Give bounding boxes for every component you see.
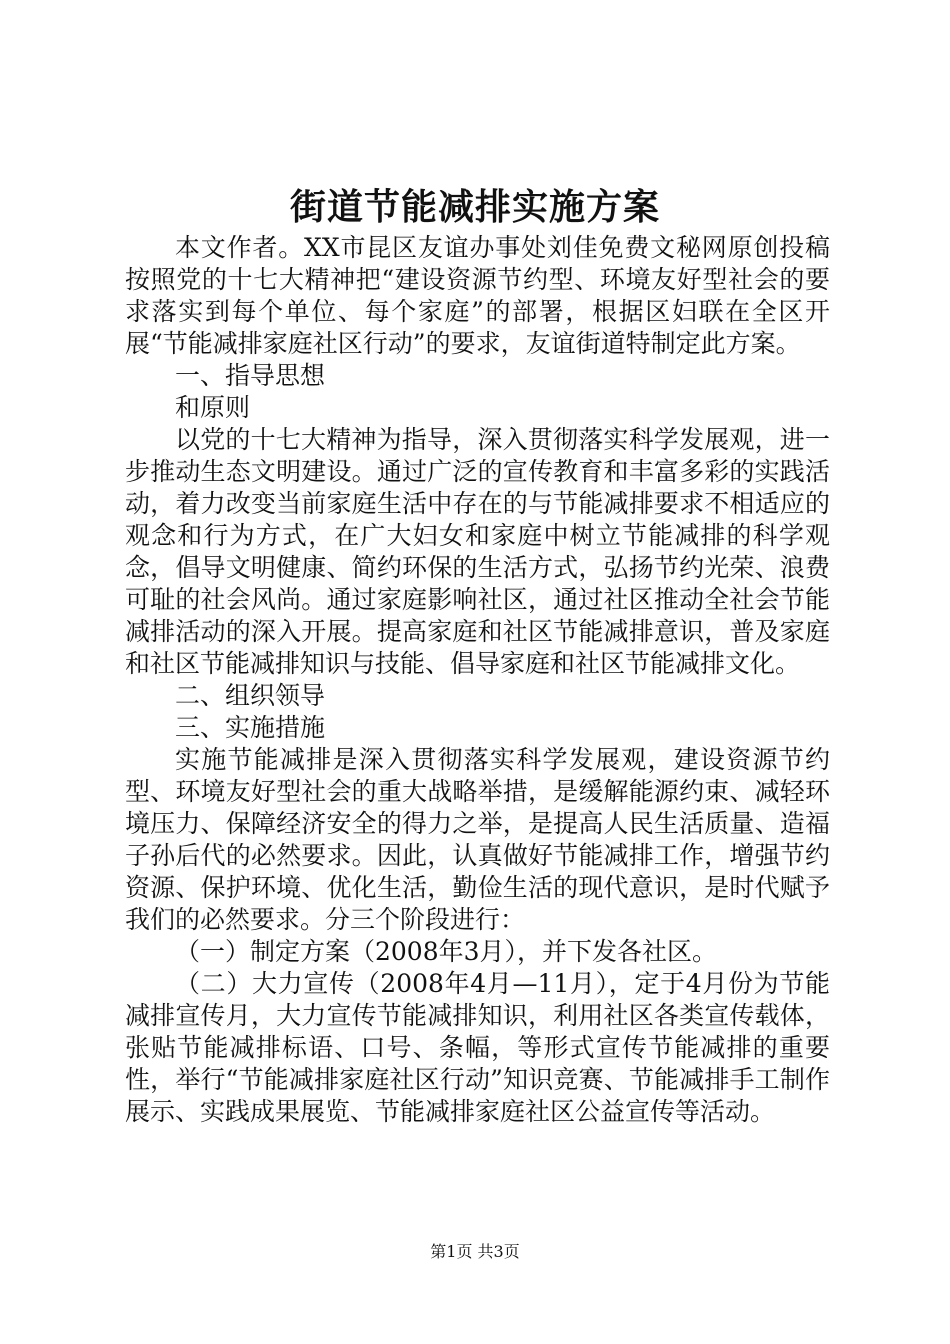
section-heading-principles: 和原则 [175,393,251,422]
paragraph-phase-1: （一）制定方案（2008年3月），并下发各社区。 [175,937,718,966]
section-heading-organization: 二、组织领导 [175,681,326,710]
paragraph-measures: 实施节能减排是深入贯彻落实科学发展观，建设资源节约型、环境友好型社会的重大战略举措，是缓解能源约束、减轻环境压力、保障经济安全的得力之举，是提高人民生活质量、造福子孙后代的必然要求。因此，认真做好节能减排工作，增强节约资源、保护环境、优化生活，勤俭生活的现代意识，是时代赋予我们的必然要求。分三个阶段进行： [125,745,830,934]
document-title: 街道节能减排实施方案 [289,186,660,228]
paragraph-guiding-ideology: 以党的十七大精神为指导，深入贯彻落实科学发展观，进一步推动生态文明建设。通过广泛的宣传教育和丰富多彩的实践活动，着力改变当前家庭生活中存在的与节能减排要求不相适应的观念和行为方式，在广大妇女和家庭中树立节能减排的科学观念，倡导文明健康、简约环保的生活方式，弘扬节约光荣、浪费可耻的社会风尚。通过家庭影响社区，通过社区推动全社会节能减排活动的深入开展。提高家庭和社区节能减排意识，普及家庭和社区节能减排知识与技能、倡导家庭和社区节能减排文化。 [125,425,830,678]
section-heading-guiding-ideology: 一、指导思想 [175,361,326,390]
document-body [125,232,830,1128]
paragraph-phase-2: （二）大力宣传（2008年4月—11月），定于4月份为节能减排宣传月，大力宣传节能减排知识，利用社区各类宣传载体，张贴节能减排标语、口号、条幅，等形式宣传节能减排的重要性，举行“节能减排家庭社区行动”知识竞赛、节能减排手工制作展示、实践成果展览、节能减排家庭社区公益宣传等活动。 [125,969,830,1126]
section-heading-measures: 三、实施措施 [175,713,326,742]
paragraph-intro: 本文作者。XX市昆区友谊办事处刘佳免费文秘网原创投稿按照党的十七大精神把“建设资源节约型、环境友好型社会的要求落实到每个单位、每个家庭”的部署，根据区妇联在全区开展“节能减排家庭社区行动”的要求，友谊街道特制定此方案。 [125,233,830,358]
page-footer: 第1页 共3页 [430,1242,520,1261]
